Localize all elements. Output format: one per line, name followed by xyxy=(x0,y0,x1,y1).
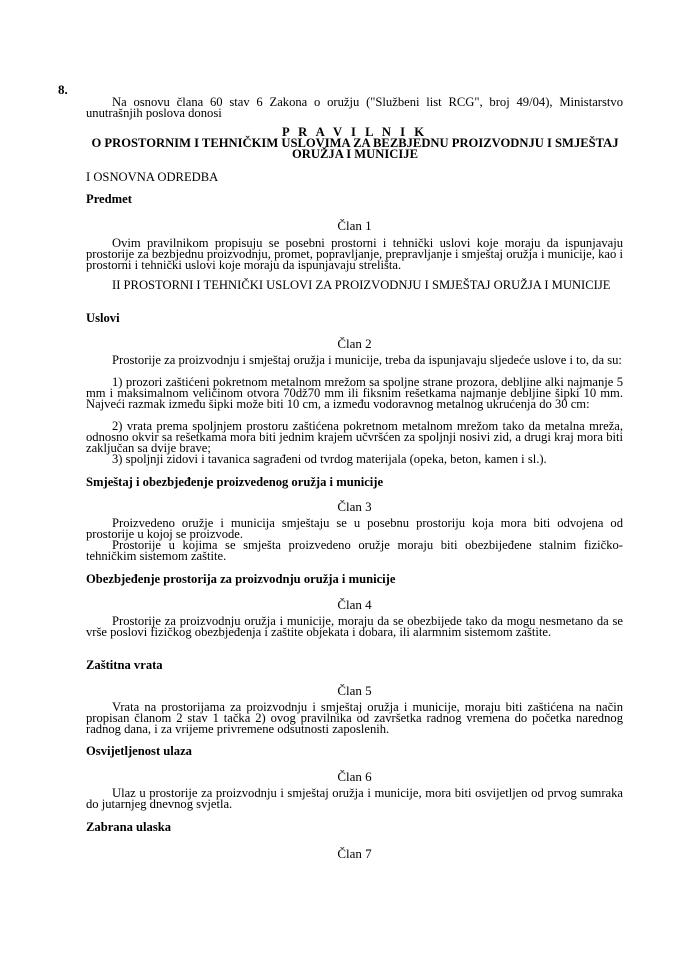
document-title: P R A V I L N I K xyxy=(281,125,428,139)
article-5-label: Član 5 xyxy=(337,683,372,698)
document-subtitle: O PROSTORNIM I TEHNIČKIM USLOVIMA ZA BEZBJEDNU PROIZVODNJU I SMJEŠTAJ ORUŽJA I MUNICIJE xyxy=(91,136,619,161)
article-4-text: Prostorije za proizvodnju oružja i municije, moraju da se obezbijede tako da mogu nesmetano da se vrše poslovi fizičkog obezbjeđenja i zaštite objekata i dobara, ili alarmnim sistemom zaštite. xyxy=(86,614,623,639)
heading-zastitna-vrata: Zaštitna vrata xyxy=(86,658,163,672)
document-number: 8. xyxy=(58,82,68,97)
article-4-label: Član 4 xyxy=(337,597,372,612)
heading-obezbjedjenje: Obezbjeđenje prostorija za proizvodnju oružja i municije xyxy=(86,572,396,586)
article-2-label: Član 2 xyxy=(337,336,372,351)
article-2-intro: Prostorije za proizvodnju i smještaj oružja i municije, treba da ispunjavaju sljedeće uslove i to, da su: xyxy=(112,353,622,367)
heading-zabrana-ulaska: Zabrana ulaska xyxy=(86,820,172,834)
intro-paragraph: Na osnovu člana 60 stav 6 Zakona o oružju ("Službeni list RCG", broj 49/04), Ministarstvo unutrašnjih poslova donosi xyxy=(86,95,623,120)
heading-uslovi: Uslovi xyxy=(86,311,120,325)
heading-osvijetljenost: Osvijetljenost ulaza xyxy=(86,744,192,758)
section-heading-1: I OSNOVNA ODREDBA xyxy=(86,170,219,184)
article-1-text: Ovim pravilnikom propisuju se posebni prostorni i tehnički uslovi koje moraju da ispunjavaju prostorije za bezbjednu proizvodnju, promet, popravljanje, prepravljanje i smještaj oružja i municije, kao i prostorni i tehnički uslovi koje moraju da ispunjavaju strelišta. xyxy=(86,236,623,272)
article-5-text: Vrata na prostorijama za proizvodnju i smještaj oružja i municije, moraju biti zaštićena na način propisan članom 2 stav 1 tačka 2) ovog pravilnika od završetka radnog vremena do početka narednog radnog dana, i za vrijeme privremene odsutnosti zaposlenih. xyxy=(86,700,623,736)
section-heading-2: II PROSTORNI I TEHNIČKI USLOVI ZA PROIZVODNJU I SMJEŠTAJ ORUŽJA I MUNICIJE xyxy=(112,278,611,292)
heading-smjestaj: Smještaj i obezbjeđenje proizvedenog oružja i municije xyxy=(86,475,384,489)
article-2-item-3: 3) spoljnji zidovi i tavanica sagrađeni od tvrdog materijala (opeka, beton, kamen i sl.). xyxy=(112,452,547,466)
article-2-item-2: 2) vrata prema spoljnjem prostoru zaštićena pokretnom metalnom mrežom tako da metalna mreža, odnosno okvir sa rešetkama mora biti jednim krajem učvršćen za spoljnji nosivi zid, a drugi kraj mora biti zaključan sa dvije brave; xyxy=(86,419,623,455)
article-6-text: Ulaz u prostorije za proizvodnju i smještaj oružja i municije, mora biti osvijetljen od prvog sumraka do jutarnjeg dnevnog svjetla. xyxy=(86,786,623,811)
article-3-para-1: Proizvedeno oružje i municija smještaju se u posebnu prostoriju koja mora biti odvojena od prostorije u kojoj se proizvode. xyxy=(86,516,623,541)
article-3-para-2: Prostorije u kojima se smješta proizvedeno oružje moraju biti obezbijeđene stalnim fizičko-tehničkim sistemom zaštite. xyxy=(86,538,623,563)
article-3-label: Član 3 xyxy=(337,499,372,514)
article-2-item-1: 1) prozori zaštićeni pokretnom metalnom mrežom sa spoljne strane prozora, debljine alki najmanje 5 mm i maksimalnom veličinom otvora 70dž70 mm ili fiksnim rešetkama najmanje debljine šipki 10 mm. Najveći razmak između šipki može biti 10 cm, a između vodoravnog metalnog ukrućenja do 30 cm: xyxy=(86,375,623,411)
article-1-label: Član 1 xyxy=(337,218,372,233)
article-7-label: Član 7 xyxy=(337,846,372,861)
article-6-label: Član 6 xyxy=(337,769,372,784)
heading-predmet: Predmet xyxy=(86,192,132,206)
